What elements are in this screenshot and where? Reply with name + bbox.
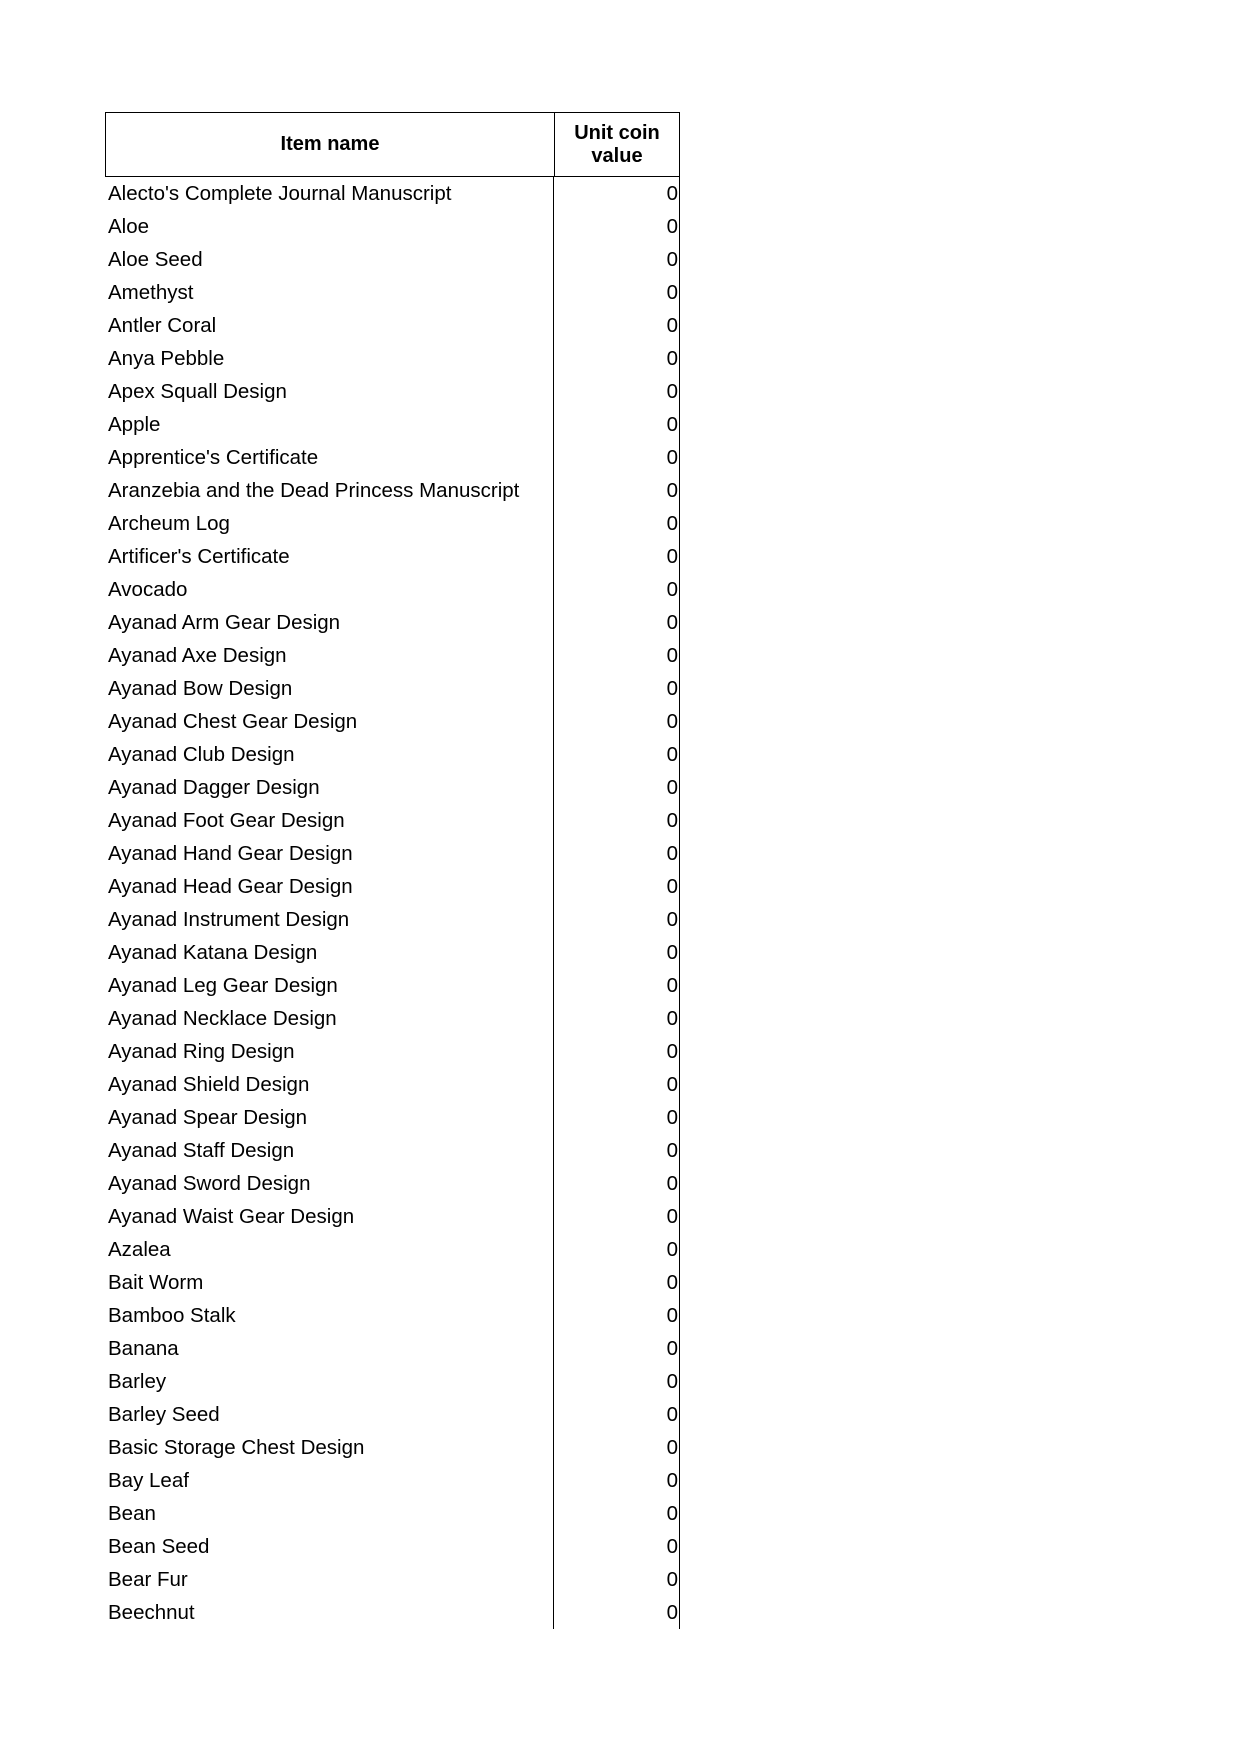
unit-coin-value-cell: 0 xyxy=(666,1534,678,1558)
unit-coin-value-cell: 0 xyxy=(666,1468,678,1492)
table-row xyxy=(105,573,680,606)
table-row xyxy=(105,309,680,342)
item-name-cell: Azalea xyxy=(108,1237,171,1261)
item-name-cell: Ayanad Chest Gear Design xyxy=(108,709,358,733)
unit-coin-value-cell: 0 xyxy=(666,313,678,337)
unit-coin-value-cell: 0 xyxy=(666,907,678,931)
table-row xyxy=(105,1200,680,1233)
item-name-cell: Avocado xyxy=(108,577,188,601)
column-header-unit-coin-value: Unit coin value xyxy=(574,121,660,167)
table-row xyxy=(105,1299,680,1332)
table-row xyxy=(105,177,680,210)
table-header xyxy=(105,112,680,177)
table-row xyxy=(105,342,680,375)
unit-coin-value-cell: 0 xyxy=(666,379,678,403)
item-name-cell: Ayanad Sword Design xyxy=(108,1171,311,1195)
table-row xyxy=(105,375,680,408)
unit-coin-value-cell: 0 xyxy=(666,412,678,436)
table-row xyxy=(105,903,680,936)
unit-coin-value-cell: 0 xyxy=(666,1600,678,1624)
item-name-cell: Ayanad Hand Gear Design xyxy=(108,841,353,865)
table-row xyxy=(105,441,680,474)
table-row xyxy=(105,210,680,243)
item-name-cell: Ayanad Instrument Design xyxy=(108,907,350,931)
item-name-cell: Ayanad Necklace Design xyxy=(108,1006,337,1030)
item-name-cell: Aloe Seed xyxy=(108,247,203,271)
unit-coin-value-cell: 0 xyxy=(666,841,678,865)
item-name-cell: Apex Squall Design xyxy=(108,379,287,403)
item-name-cell: Bamboo Stalk xyxy=(108,1303,236,1327)
unit-coin-value-cell: 0 xyxy=(666,643,678,667)
table-row xyxy=(105,1035,680,1068)
unit-coin-value-cell: 0 xyxy=(666,280,678,304)
unit-coin-value-cell: 0 xyxy=(666,775,678,799)
table-row xyxy=(105,1101,680,1134)
unit-coin-value-cell: 0 xyxy=(666,181,678,205)
unit-coin-value-cell: 0 xyxy=(666,1402,678,1426)
table-row xyxy=(105,870,680,903)
unit-coin-value-cell: 0 xyxy=(666,874,678,898)
table-row xyxy=(105,1134,680,1167)
table-row xyxy=(105,1431,680,1464)
item-value-table xyxy=(105,112,680,1629)
table-row xyxy=(105,474,680,507)
item-name-cell: Barley Seed xyxy=(108,1402,220,1426)
table-row xyxy=(105,243,680,276)
item-name-cell: Ayanad Dagger Design xyxy=(108,775,320,799)
item-name-cell: Ayanad Foot Gear Design xyxy=(108,808,345,832)
table-row xyxy=(105,1068,680,1101)
item-name-cell: Aranzebia and the Dead Princess Manuscript xyxy=(108,478,520,502)
unit-coin-value-cell: 0 xyxy=(666,1105,678,1129)
item-name-cell: Archeum Log xyxy=(108,511,230,535)
item-name-cell: Barley xyxy=(108,1369,167,1393)
table-row xyxy=(105,1497,680,1530)
item-name-cell: Ayanad Ring Design xyxy=(108,1039,295,1063)
item-name-cell: Ayanad Waist Gear Design xyxy=(108,1204,355,1228)
unit-coin-value-cell: 0 xyxy=(666,1567,678,1591)
item-name-cell: Ayanad Staff Design xyxy=(108,1138,295,1162)
table-row xyxy=(105,639,680,672)
table-row xyxy=(105,771,680,804)
unit-coin-value-cell: 0 xyxy=(666,1171,678,1195)
unit-coin-value-cell: 0 xyxy=(666,214,678,238)
table-row xyxy=(105,276,680,309)
unit-coin-value-cell: 0 xyxy=(666,1501,678,1525)
item-name-cell: Antler Coral xyxy=(108,313,217,337)
table-row xyxy=(105,1266,680,1299)
unit-coin-value-cell: 0 xyxy=(666,1270,678,1294)
unit-coin-value-cell: 0 xyxy=(666,676,678,700)
table-row xyxy=(105,738,680,771)
table-row xyxy=(105,408,680,441)
table-row xyxy=(105,1002,680,1035)
table-body xyxy=(105,177,680,1629)
unit-coin-value-cell: 0 xyxy=(666,742,678,766)
item-name-cell: Banana xyxy=(108,1336,179,1360)
table-row xyxy=(105,1464,680,1497)
item-name-cell: Amethyst xyxy=(108,280,194,304)
table-row xyxy=(105,1596,680,1629)
item-name-cell: Ayanad Bow Design xyxy=(108,676,293,700)
unit-coin-value-cell: 0 xyxy=(666,445,678,469)
unit-coin-value-cell: 0 xyxy=(666,1303,678,1327)
table-row xyxy=(105,540,680,573)
unit-coin-value-cell: 0 xyxy=(666,577,678,601)
unit-coin-value-cell: 0 xyxy=(666,1138,678,1162)
item-name-cell: Artificer's Certificate xyxy=(108,544,290,568)
item-name-cell: Basic Storage Chest Design xyxy=(108,1435,365,1459)
table-row xyxy=(105,1398,680,1431)
unit-coin-value-cell: 0 xyxy=(666,1336,678,1360)
item-name-cell: Bay Leaf xyxy=(108,1468,189,1492)
item-name-cell: Ayanad Axe Design xyxy=(108,643,287,667)
item-name-cell: Ayanad Leg Gear Design xyxy=(108,973,338,997)
unit-coin-value-cell: 0 xyxy=(666,709,678,733)
table-row xyxy=(105,1563,680,1596)
table-row xyxy=(105,1167,680,1200)
item-name-cell: Bean xyxy=(108,1501,156,1525)
item-name-cell: Apprentice's Certificate xyxy=(108,445,319,469)
unit-coin-value-cell: 0 xyxy=(666,1204,678,1228)
item-name-cell: Alecto's Complete Journal Manuscript xyxy=(108,181,452,205)
unit-coin-value-cell: 0 xyxy=(666,544,678,568)
unit-coin-value-cell: 0 xyxy=(666,247,678,271)
item-name-cell: Anya Pebble xyxy=(108,346,225,370)
unit-coin-value-cell: 0 xyxy=(666,1039,678,1063)
unit-coin-value-cell: 0 xyxy=(666,940,678,964)
table-row xyxy=(105,1233,680,1266)
item-name-cell: Ayanad Head Gear Design xyxy=(108,874,353,898)
column-header-item-name: Item name xyxy=(106,113,555,176)
item-name-cell: Apple xyxy=(108,412,161,436)
unit-coin-value-cell: 0 xyxy=(666,973,678,997)
item-name-cell: Beechnut xyxy=(108,1600,195,1624)
table-row xyxy=(105,1332,680,1365)
unit-coin-value-cell: 0 xyxy=(666,1072,678,1096)
unit-coin-value-cell: 0 xyxy=(666,610,678,634)
item-name-cell: Ayanad Club Design xyxy=(108,742,295,766)
item-name-cell: Aloe xyxy=(108,214,150,238)
unit-coin-value-cell: 0 xyxy=(666,808,678,832)
table-row xyxy=(105,672,680,705)
table-row xyxy=(105,969,680,1002)
item-name-cell: Bear Fur xyxy=(108,1567,188,1591)
unit-coin-value-cell: 0 xyxy=(666,1369,678,1393)
table-row xyxy=(105,606,680,639)
table-row xyxy=(105,507,680,540)
item-name-cell: Ayanad Shield Design xyxy=(108,1072,310,1096)
item-name-cell: Bean Seed xyxy=(108,1534,210,1558)
table-row xyxy=(105,936,680,969)
unit-coin-value-cell: 0 xyxy=(666,1435,678,1459)
item-name-cell: Bait Worm xyxy=(108,1270,204,1294)
item-name-cell: Ayanad Arm Gear Design xyxy=(108,610,341,634)
unit-coin-value-cell: 0 xyxy=(666,1237,678,1261)
table-row xyxy=(105,705,680,738)
unit-coin-value-cell: 0 xyxy=(666,346,678,370)
item-name-cell: Ayanad Spear Design xyxy=(108,1105,308,1129)
unit-coin-value-cell: 0 xyxy=(666,478,678,502)
table-row xyxy=(105,837,680,870)
table-row xyxy=(105,804,680,837)
table-row xyxy=(105,1365,680,1398)
unit-coin-value-cell: 0 xyxy=(666,511,678,535)
unit-coin-value-cell: 0 xyxy=(666,1006,678,1030)
item-name-cell: Ayanad Katana Design xyxy=(108,940,318,964)
table-row xyxy=(105,1530,680,1563)
